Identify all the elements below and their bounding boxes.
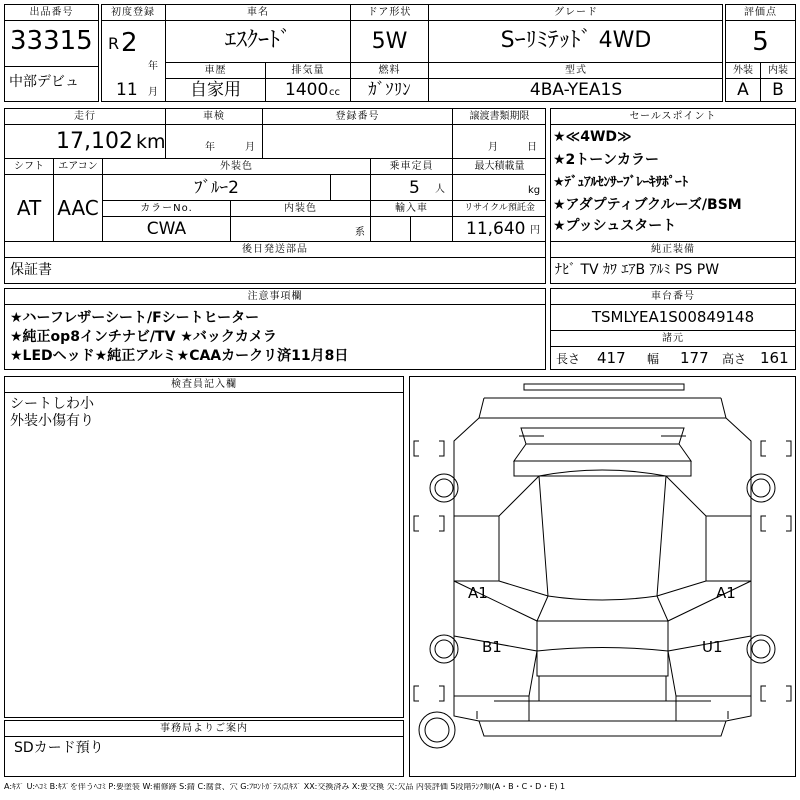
- debut-label: 中部デビュ: [9, 74, 79, 90]
- history: 自家用: [190, 80, 241, 100]
- equipment-value: ﾅﾋﾞ TV ｶﾜ ｴｱB ｱﾙﾐ PS PW: [555, 262, 720, 278]
- later-parts: 保証書: [10, 262, 52, 278]
- color-no-label: カラーNo.: [140, 203, 193, 214]
- mileage-label: 走行: [74, 111, 96, 122]
- door-type: 5W: [371, 29, 408, 54]
- office-label: 事務局よりご案内: [160, 723, 248, 734]
- damage-mark: A1: [716, 584, 736, 602]
- capacity: 5: [409, 178, 420, 198]
- reg-month: 11: [116, 80, 138, 100]
- notes-line: ★純正op8インチナビ/TV ★バックカメラ: [10, 329, 277, 345]
- capacity-label: 乗車定員: [389, 161, 434, 172]
- width-value: 177: [680, 349, 709, 367]
- lot-label: 出品番号: [29, 7, 74, 18]
- interior-label: 内装: [768, 65, 788, 76]
- sales-point-item: ★≪4WD≫: [553, 129, 632, 145]
- color-label: 外装色: [220, 161, 253, 172]
- damage-mark: A1: [468, 584, 488, 602]
- fuel: ｶﾞｿﾘﾝ: [368, 80, 411, 100]
- exterior-grade: A: [737, 80, 749, 100]
- damage-mark: U1: [702, 638, 723, 656]
- legend: A:ｷｽﾞ U:ﾍｺﾐ B:ｷｽﾞを伴うﾍｺﾐ P:要塗装 W:補修跡 S:錆 C:腐食、穴 G:ﾌﾛﾝﾄｶﾞﾗｽ点ｷｽﾞ XX:交換済み X:要交換 欠:欠品 内装評価 5段階ﾗﾝｸ順(A・B・C・D・E) 1: [4, 783, 566, 791]
- sales-point-item: ★ﾃﾞｭｱﾙｾﾝｻｰﾌﾞﾚｰｷｻﾎﾟｰﾄ: [553, 175, 689, 190]
- displacement: 1400: [285, 80, 329, 100]
- width-label: 幅: [647, 352, 660, 366]
- sales-point-item: ★プッシュスタート: [553, 218, 677, 234]
- sales-point-item: ★アダプティブクルーズ/BSM: [553, 197, 742, 213]
- color: ﾌﾞﾙｰ2: [194, 178, 239, 198]
- equipment-label: 純正装備: [651, 244, 695, 255]
- transfer-day-unit: 日: [527, 142, 537, 153]
- first-reg-label: 初度登録: [111, 7, 155, 18]
- office-text: SDカード預り: [14, 740, 104, 756]
- dims-label: 諸元: [662, 333, 684, 344]
- car-name: ｴｽｸｰﾄﾞ: [224, 28, 291, 53]
- year-unit: 年: [148, 61, 158, 72]
- model-label: 型式: [565, 65, 587, 76]
- inspection-year-unit: 年: [205, 142, 215, 153]
- mileage: 17,102: [56, 129, 133, 154]
- shift: AT: [16, 196, 42, 220]
- displacement-unit: cc: [329, 87, 340, 98]
- sales-points-label: セールスポイント: [629, 111, 717, 122]
- notes-line: ★LEDヘッド★純正アルミ★CAAカークリ済11月8日: [10, 348, 349, 364]
- mileage-unit: km: [136, 131, 166, 153]
- capacity-unit: 人: [435, 184, 445, 195]
- notes-label: 注意事項欄: [247, 291, 303, 302]
- history-label: 車歴: [204, 65, 227, 76]
- shift-label: シフト: [14, 161, 44, 172]
- load-unit: kg: [528, 185, 541, 196]
- inspector-line: 外装小傷有り: [10, 413, 94, 429]
- door-label: ドア形状: [367, 7, 412, 18]
- inspection-label: 車検: [203, 111, 225, 122]
- plate-label: 登録番号: [335, 111, 380, 122]
- recycle: 11,640: [466, 219, 526, 239]
- score-label: 評価点: [744, 7, 777, 18]
- exterior-label: 外装: [733, 65, 753, 76]
- score: 5: [752, 27, 769, 57]
- inspection-month-unit: 月: [245, 142, 255, 153]
- interior-grade: B: [772, 80, 784, 100]
- model-code: 4BA-YEA1S: [529, 80, 623, 100]
- length-label: 長さ: [556, 352, 581, 366]
- reg-year: 2: [121, 28, 138, 58]
- interior-color-label: 内装色: [284, 203, 317, 214]
- import-label: 輸入車: [395, 203, 428, 214]
- height-label: 高さ: [722, 352, 747, 366]
- notes-line: ★ハーフレザーシート/Fシートヒーター: [10, 310, 260, 326]
- inspector-line: シートしわ小: [10, 396, 94, 412]
- grade: Sｰﾘﾐﾃｯﾄﾞ 4WD: [500, 28, 652, 53]
- month-unit: 月: [148, 87, 158, 98]
- recycle-unit: 円: [530, 225, 540, 236]
- ac: AAC: [57, 196, 99, 220]
- height-value: 161: [760, 349, 789, 367]
- load-label: 最大積載量: [474, 161, 525, 172]
- fuel-label: 燃料: [378, 65, 401, 76]
- length-value: 417: [597, 349, 626, 367]
- chassis-number: TSMLYEA1S00849148: [591, 308, 755, 326]
- era: R: [108, 34, 120, 53]
- car-name-label: 車名: [247, 7, 269, 18]
- interior-color-unit: 系: [355, 227, 365, 238]
- chassis-label: 車台番号: [651, 291, 695, 302]
- grade-label: グレード: [554, 7, 598, 18]
- transfer-month-unit: 月: [488, 142, 498, 153]
- car-damage-diagram: [409, 376, 796, 777]
- sales-point-item: ★2トーンカラー: [553, 152, 660, 168]
- damage-mark: B1: [482, 638, 502, 656]
- color-no: CWA: [146, 219, 187, 239]
- ac-label: エアコン: [58, 161, 98, 172]
- later-parts-label: 後日発送部品: [242, 244, 308, 255]
- displacement-label: 排気量: [291, 65, 325, 76]
- inspector-label: 検査員記入欄: [171, 379, 237, 390]
- recycle-label: リサイクル預託金: [464, 203, 535, 213]
- transfer-label: 譲渡書類期限: [469, 111, 530, 122]
- lot-number: 33315: [10, 26, 93, 56]
